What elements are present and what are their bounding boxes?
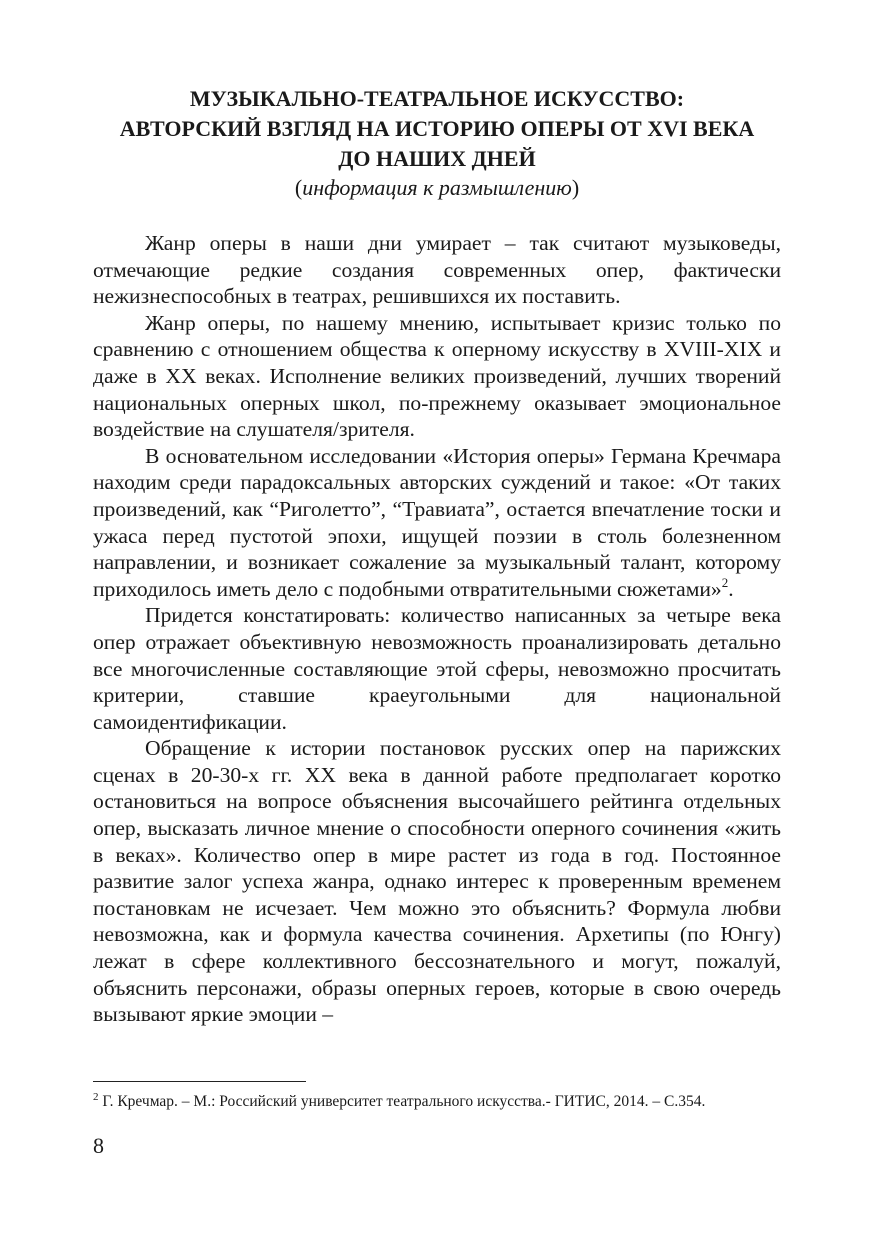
title-line-2: АВТОРСКИЙ ВЗГЛЯД НА ИСТОРИЮ ОПЕРЫ ОТ XVI ВЕКА (119, 116, 755, 141)
footnote-number: 2 (93, 1091, 99, 1103)
paragraph-5: Обращение к истории постановок русских опер на парижских сценах в 20-30-х гг. XX века в данной работе предполагает коротко остановиться на вопросе объяснения высочайшего рейтинга отдельных опер, высказать личное мнение о способности оперного сочинения «жить в веках». Количество опер в мире растет из года в год. Постоянное развитие залог успеха жанра, однако интерес к проверенным временем постановкам не исчезает. Чем можно это объяснить? Формула любви невозможна, как и формула качества сочинения. Архетипы (по Юнгу) лежат в сфере коллективного бессознательного и могут, пожалуй, объяснить персонажи, образы оперных героев, которые в свою очередь вызывают яркие эмоции – (93, 736, 781, 1027)
footnote-divider (93, 1081, 306, 1082)
subtitle-text: информация к размышлению (302, 175, 572, 200)
title-line-1: МУЗЫКАЛЬНО-ТЕАТРАЛЬНОЕ ИСКУССТВО: (189, 86, 685, 111)
page-content (93, 84, 781, 1028)
title-line-3: ДО НАШИХ ДНЕЙ (338, 146, 536, 171)
footnote (93, 1092, 781, 1112)
paragraph-3-text: В основательном исследовании «История оперы» Германа Кречмара находим среди парадоксальных авторских суждений и такое: «От таких произведений, как “Риголетто”, “Травиата”, остается впечатление тоски и ужаса перед пустотой эпохи, ищущей поэзии в столь болезненном направлении, и возникает сожаление за музыкальный талант, которому приходилось иметь дело с подобными отвратительными сюжетами» (93, 443, 781, 601)
paragraph-2: Жанр оперы, по нашему мнению, испытывает кризис только по сравнению с отношением общества к оперному искусству в XVIII-XIX и даже в XX веках. Исполнение великих произведений, лучших творений национальных оперных школ, по-прежнему оказывает эмоциональное воздействие на слушателя/зрителя. (93, 310, 781, 442)
body-text (93, 230, 781, 1028)
paragraph-3 (93, 443, 781, 603)
paragraph-3-end: . (728, 576, 734, 601)
footnote-text: Г. Кречмар. – М.: Российский университет театрального искусства.- ГИТИС, 2014. – С.354. (98, 1093, 706, 1110)
footnote-reference: 2 (721, 574, 729, 590)
subtitle-close-paren: ) (571, 175, 580, 200)
paragraph-4: Придется констатировать: количество написанных за четыре века опер отражает объективную невозможность проанализировать детально все многочисленные составляющие этой сферы, невозможно просчитать критерии, ставшие краеугольными для национальной самоидентификации. (93, 603, 781, 734)
subtitle (93, 174, 781, 202)
subtitle-open-paren: ( (294, 175, 303, 200)
page-title (93, 84, 781, 174)
paragraph-1: Жанр оперы в наши дни умирает – так считают музыковеды, отмечающие редкие создания современных опер, фактически нежизнеспособных в театрах, решившихся их поставить. (93, 231, 781, 309)
page-number: 8 (93, 1133, 104, 1158)
